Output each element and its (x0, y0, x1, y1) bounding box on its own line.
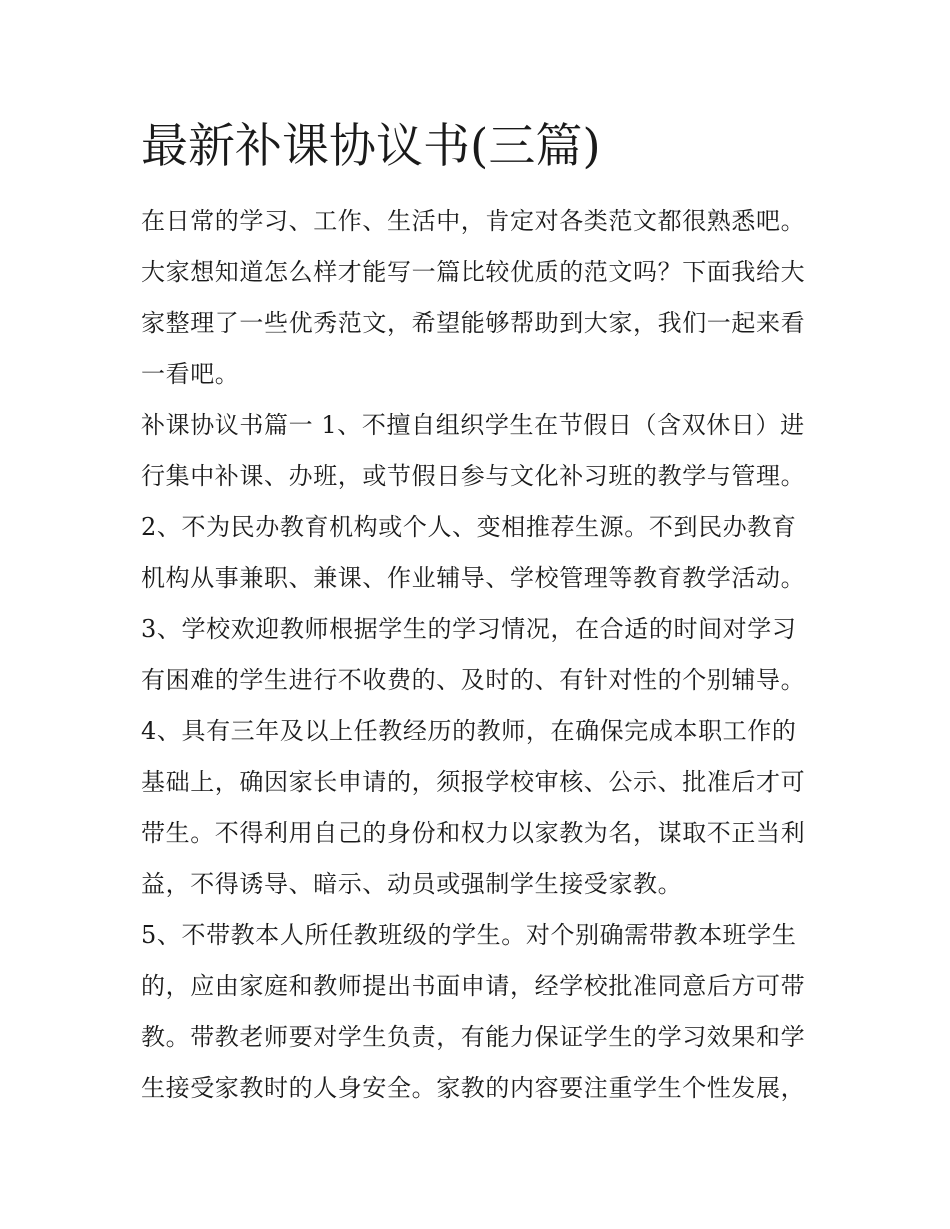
body-line: 在日常的学习、工作、生活中，肯定对各类范文都很熟悉吧。 (141, 207, 806, 235)
body-line: 3、学校欢迎教师根据学生的学习情况，在合适的时间对学习 (141, 615, 797, 643)
body-line: 一看吧。 (141, 360, 240, 388)
body-line: 补课协议书篇一 1、不擅自组织学生在节假日（含双休日）进 (141, 411, 805, 439)
body-line: 2、不为民办教育机构或个人、变相推荐生源。不到民办教育 (141, 513, 797, 541)
body-line: 有困难的学生进行不收费的、及时的、有针对性的个别辅导。 (141, 666, 806, 694)
body-line: 机构从事兼职、兼课、作业辅导、学校管理等教育教学活动。 (141, 564, 806, 592)
body-line: 基础上，确因家长申请的，须报学校审核、公示、批准后才可 (141, 768, 806, 796)
body-line: 教。带教老师要对学生负责，有能力保证学生的学习效果和学 (141, 1023, 806, 1051)
body-line: 行集中补课、办班，或节假日参与文化补习班的教学与管理。 (141, 462, 806, 490)
body-line: 益，不得诱导、暗示、动员或强制学生接受家教。 (141, 870, 683, 898)
body-line: 家整理了一些优秀范文，希望能够帮助到大家，我们一起来看 (141, 309, 806, 337)
body-line: 的，应由家庭和教师提出书面申请，经学校批准同意后方可带 (141, 972, 806, 1000)
body-line: 4、具有三年及以上任教经历的教师，在确保完成本职工作的 (141, 717, 797, 745)
document-title: 最新补课协议书(三篇) (141, 119, 601, 174)
body-line: 带生。不得利用自己的身份和权力以家教为名，谋取不正当利 (141, 819, 806, 847)
body-line: 生接受家教时的人身安全。家教的内容要注重学生个性发展， (141, 1074, 806, 1102)
body-line: 大家想知道怎么样才能写一篇比较优质的范文吗？下面我给大 (141, 258, 806, 286)
body-line: 5、不带教本人所任教班级的学生。对个别确需带教本班学生 (141, 921, 797, 949)
document-body (141, 196, 821, 1114)
